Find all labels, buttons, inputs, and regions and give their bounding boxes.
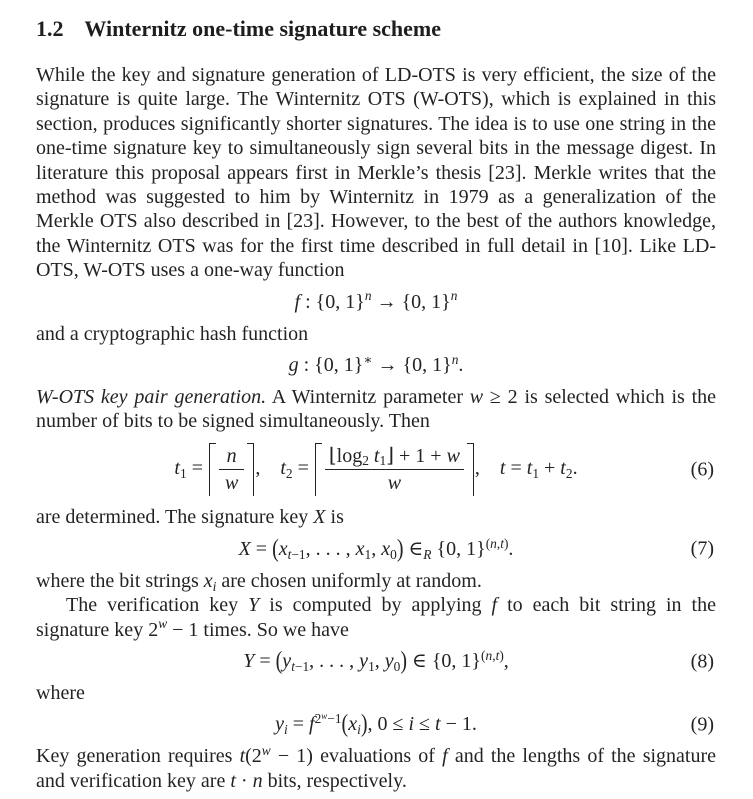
text-run: t bbox=[287, 546, 292, 562]
text-run: 2 bbox=[565, 465, 573, 481]
text-run: While the key and signature generation of LD-OTS is very efficient, the size of the signature is quite large. The Winternitz OTS (W-OTS), which is explained in this section, produces significantly shorter signatures. The idea is to use one string in the one-time signature key to simultaneously sign several bits in the message digest. In literature this proposal appears first in Merkle’s thesis [23]. Merkle writes that the method was suggested to him by Winternitz in 1979 as a generalization of the Merkle OTS also described in [23]. However, to the best of the authors knowledge, the Winternitz OTS was for the first time described in full detail in [10]. Like LD-OTS, W-OTS uses a one-way function bbox=[36, 64, 716, 282]
text-run: ( bbox=[481, 647, 486, 663]
equation-number: (9) bbox=[690, 713, 714, 736]
section-title: Winternitz one-time signature scheme bbox=[84, 16, 442, 41]
text-run: x bbox=[348, 713, 358, 736]
text-run: i bbox=[408, 713, 415, 736]
text-run: t bbox=[526, 457, 533, 480]
text-run: f bbox=[294, 290, 301, 313]
text-run: i bbox=[357, 722, 361, 738]
text-run: ≤ bbox=[414, 713, 436, 736]
text-run: x bbox=[355, 537, 365, 560]
text-run: , 0 ≤ bbox=[367, 713, 409, 736]
text-run: , bbox=[503, 650, 509, 673]
subscript bbox=[379, 453, 386, 468]
text-run: is bbox=[325, 506, 344, 529]
text-run: t bbox=[230, 769, 236, 792]
left-bracket bbox=[315, 443, 322, 497]
text-run: 1 bbox=[379, 453, 387, 469]
text-run: ∗ bbox=[363, 351, 373, 367]
text-run: , bbox=[496, 535, 501, 551]
text-run: ) bbox=[503, 535, 509, 551]
text-run: 1 bbox=[532, 465, 540, 481]
para-bitstrings bbox=[36, 569, 716, 593]
text-run: = bbox=[505, 457, 527, 480]
eq-signature-key bbox=[36, 534, 716, 563]
text-run: w bbox=[469, 385, 484, 408]
text-run: −1 bbox=[327, 711, 342, 727]
text-run: , bbox=[474, 457, 500, 480]
text-run: 0 bbox=[390, 546, 397, 562]
text-run: x bbox=[278, 537, 288, 560]
eq-oneway-function bbox=[36, 290, 716, 315]
text-run: ∈ {0, 1} bbox=[407, 650, 482, 673]
text-run: y bbox=[275, 713, 285, 736]
text-run: −1 bbox=[291, 546, 306, 562]
text-run: w bbox=[446, 444, 460, 467]
right-bracket bbox=[467, 443, 474, 497]
big-paren: ) bbox=[396, 534, 404, 563]
para-signature-key bbox=[36, 505, 716, 529]
subscript bbox=[362, 453, 369, 468]
text-run: are chosen uniformly at random. bbox=[216, 569, 482, 592]
para-where bbox=[36, 681, 716, 705]
text-run: n bbox=[364, 288, 372, 304]
text-run: 0 bbox=[393, 658, 401, 674]
fraction-denominator bbox=[325, 469, 464, 494]
text-run: f bbox=[309, 713, 315, 736]
text-run: − 1. bbox=[440, 713, 477, 736]
eq-yi-definition bbox=[36, 712, 716, 737]
text-run: 2 bbox=[362, 453, 369, 469]
big-paren: ( bbox=[272, 534, 279, 563]
text-run: . bbox=[508, 537, 514, 560]
text-run: → {0, 1} bbox=[372, 353, 452, 376]
section-heading bbox=[36, 16, 716, 42]
text-run: t bbox=[174, 457, 180, 480]
para-keygen-cost bbox=[36, 744, 716, 793]
text-run: . bbox=[572, 457, 578, 480]
bracket-content bbox=[322, 443, 467, 497]
text-run: f bbox=[442, 745, 448, 768]
para-hash-intro bbox=[36, 322, 716, 346]
text-run: Y bbox=[248, 594, 260, 617]
text-run: y bbox=[282, 650, 292, 673]
superscript bbox=[158, 616, 167, 631]
text-run: , bbox=[371, 537, 382, 560]
document-body bbox=[36, 63, 716, 793]
superscript bbox=[486, 536, 509, 551]
superscript bbox=[481, 648, 504, 663]
superscript bbox=[365, 288, 372, 303]
text-run: ⌋ + 1 + bbox=[386, 444, 447, 467]
text-run: + bbox=[539, 457, 561, 480]
equation-body bbox=[288, 351, 464, 376]
text-run: 1 bbox=[364, 546, 372, 562]
para-verification-key bbox=[36, 593, 716, 642]
eq-verification-key bbox=[36, 646, 716, 675]
text-run: bits, respectively. bbox=[262, 769, 407, 792]
subscript bbox=[368, 659, 375, 674]
text-run: 1 bbox=[368, 658, 375, 674]
text-run: Y bbox=[243, 650, 255, 673]
text-run: ∈ bbox=[403, 537, 424, 560]
text-run: t bbox=[291, 658, 295, 674]
text-run: , . . . , bbox=[309, 650, 360, 673]
text-run: w bbox=[158, 616, 168, 632]
text-run: where the bit strings bbox=[36, 569, 204, 592]
text-run: x bbox=[381, 537, 391, 560]
text-run: y bbox=[359, 650, 369, 673]
subscript bbox=[532, 466, 539, 481]
equation-body bbox=[174, 444, 578, 495]
text-run: A Winternitz parameter bbox=[266, 385, 470, 408]
text-run: Key generation requires bbox=[36, 745, 240, 768]
text-run: · bbox=[235, 769, 253, 792]
text-run: 2 bbox=[314, 711, 322, 727]
text-run: = bbox=[254, 650, 276, 673]
big-paren: ( bbox=[341, 710, 349, 739]
text-run: ) bbox=[499, 647, 504, 663]
ceiling-brackets bbox=[315, 443, 474, 497]
superscript bbox=[451, 288, 458, 303]
text-run: The verification key bbox=[66, 594, 249, 617]
text-run: and the lengths of the signature and verification key are bbox=[36, 745, 717, 792]
subscript bbox=[291, 659, 309, 674]
big-paren: ) bbox=[400, 646, 408, 675]
equation-body bbox=[238, 534, 514, 563]
section-number: 1.2 bbox=[36, 16, 64, 41]
subscript bbox=[213, 579, 217, 594]
text-run: g bbox=[288, 353, 299, 376]
text-run: → {0, 1} bbox=[371, 290, 451, 313]
subscript bbox=[394, 659, 401, 674]
text-run: = bbox=[292, 457, 314, 480]
subscript bbox=[286, 466, 293, 481]
text-run: are determined. The signature key bbox=[36, 506, 314, 529]
text-run: and a cryptographic hash function bbox=[36, 322, 309, 345]
superscript bbox=[363, 352, 372, 367]
text-run: 2 bbox=[285, 465, 293, 481]
text-run: w bbox=[321, 711, 328, 722]
text-run: t bbox=[280, 457, 286, 480]
subscript bbox=[284, 722, 288, 737]
text-run: ⌊log bbox=[328, 444, 363, 467]
right-bracket bbox=[247, 443, 254, 497]
equation-body bbox=[275, 710, 477, 739]
text-run: , bbox=[492, 647, 496, 663]
subscript bbox=[566, 466, 573, 481]
fraction-numerator bbox=[325, 445, 464, 469]
text-run: t bbox=[239, 745, 246, 768]
text-run: : {0, 1} bbox=[298, 353, 364, 376]
equation-body bbox=[294, 288, 458, 313]
subscript bbox=[180, 466, 187, 481]
text-run: to each bit string in the signature key 2 bbox=[36, 594, 716, 641]
fraction bbox=[325, 445, 464, 495]
left-bracket bbox=[209, 443, 216, 497]
subscript bbox=[365, 547, 372, 562]
superscript bbox=[262, 743, 271, 758]
text-run: w bbox=[224, 472, 239, 495]
text-run: , bbox=[255, 457, 281, 480]
text-run: , bbox=[374, 650, 385, 673]
para-intro bbox=[36, 63, 716, 283]
subscript bbox=[288, 547, 306, 562]
text-run: n bbox=[490, 535, 497, 551]
text-run: {0, 1} bbox=[431, 537, 486, 560]
text-run: i bbox=[212, 578, 217, 594]
text-run: n bbox=[226, 444, 237, 467]
text-run: t bbox=[435, 713, 441, 736]
text-run: n bbox=[450, 288, 458, 304]
big-paren: ( bbox=[275, 646, 283, 675]
text-run: − 1) evaluations of bbox=[270, 745, 443, 768]
text-run: X bbox=[313, 506, 326, 529]
equation-number: (6) bbox=[690, 458, 714, 481]
text-run: n bbox=[252, 769, 263, 792]
text-run: n bbox=[485, 647, 493, 663]
text-run: t bbox=[560, 457, 566, 480]
ceiling-brackets bbox=[209, 443, 254, 497]
equation-number: (8) bbox=[690, 650, 714, 673]
fraction bbox=[219, 445, 244, 495]
text-run: is computed by applying bbox=[259, 594, 492, 617]
big-paren: ) bbox=[360, 710, 368, 739]
equation-number: (7) bbox=[690, 537, 714, 560]
text-run: (2 bbox=[245, 745, 262, 768]
text-run: n bbox=[451, 351, 459, 367]
text-run: − 1 times. So we have bbox=[167, 618, 349, 641]
eq-hash-function bbox=[36, 353, 716, 378]
text-run: i bbox=[284, 722, 288, 738]
bracket-content bbox=[216, 443, 247, 497]
text-run: W-OTS key pair generation. bbox=[36, 385, 267, 408]
text-run: : {0, 1} bbox=[300, 290, 365, 313]
text-run: w bbox=[261, 743, 271, 759]
text-run: where bbox=[36, 682, 85, 705]
text-run: , . . . , bbox=[305, 537, 356, 560]
text-run: R bbox=[423, 546, 432, 562]
subscript bbox=[423, 547, 431, 562]
text-run: t bbox=[373, 444, 380, 467]
eq-parameters bbox=[36, 443, 716, 497]
text-run: = bbox=[186, 457, 208, 480]
fraction-denominator bbox=[219, 469, 244, 494]
text-run: f bbox=[491, 594, 498, 617]
text-run: −1 bbox=[294, 658, 310, 674]
superscript bbox=[315, 711, 342, 726]
text-run: 1 bbox=[179, 465, 187, 481]
text-run: . bbox=[458, 353, 464, 376]
text-run: ≥ 2 is selected which is the number of bits to be signed simultaneously. Then bbox=[36, 385, 716, 433]
text-run: = bbox=[287, 713, 310, 736]
text-run: t bbox=[500, 535, 504, 551]
fraction-numerator bbox=[219, 445, 244, 469]
text-run: t bbox=[495, 647, 500, 663]
equation-body bbox=[243, 646, 509, 675]
superscript bbox=[452, 352, 459, 367]
text-run: y bbox=[384, 650, 394, 673]
text-run: t bbox=[499, 457, 506, 480]
superscript bbox=[321, 711, 327, 721]
para-keygen-intro bbox=[36, 385, 716, 434]
text-run: w bbox=[387, 472, 402, 495]
text-run: x bbox=[203, 569, 213, 592]
text-run: ( bbox=[485, 535, 491, 551]
subscript bbox=[390, 547, 397, 562]
text-run: X bbox=[238, 537, 251, 560]
text-run: = bbox=[250, 537, 273, 560]
